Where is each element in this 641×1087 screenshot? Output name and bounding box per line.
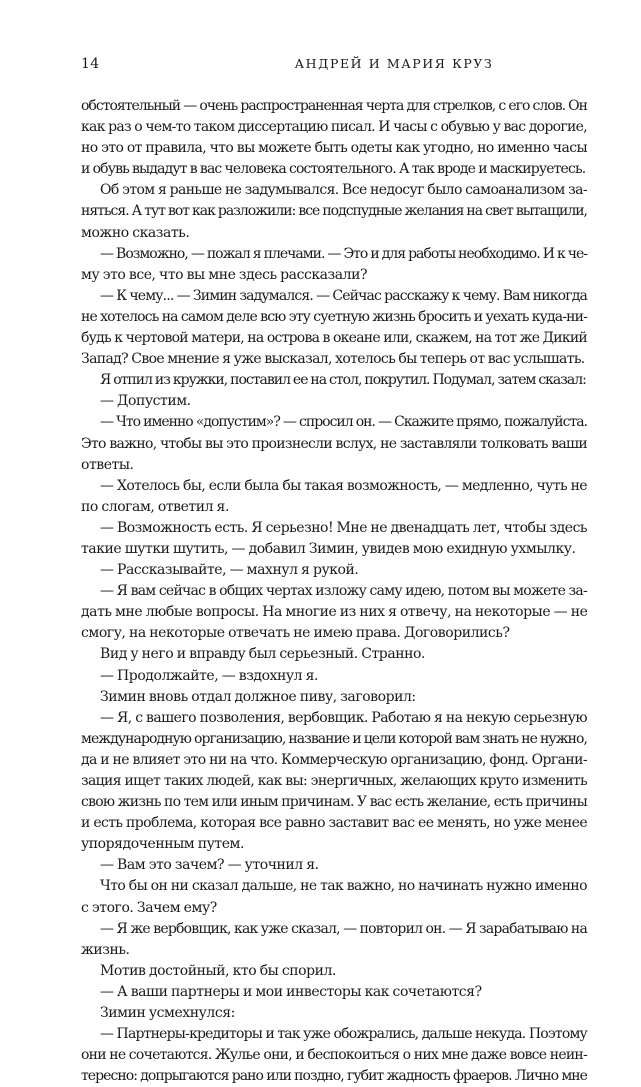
text-line: — Я же вербовщик, как уже сказал, — повторил он. — Я зарабатываю на bbox=[100, 920, 587, 937]
text-line: зация ищет таких людей, как вы: энергичных, желающих круто изменить bbox=[81, 773, 587, 789]
text-line: международную организацию, название и цели которой вам знать не нужно, bbox=[81, 730, 587, 747]
text-line: свою жизнь по тем или иным причинам. У вас есть желание, есть причины bbox=[81, 794, 587, 811]
text-line: да и не влияет это ни на что. Коммерческую организацию, фонд. Органи- bbox=[81, 751, 587, 768]
text-line: они не сочетаются. Жулье они, и беспокоиться о них мне даже вовсе неин- bbox=[81, 1047, 587, 1064]
text-line: как раз о чем-то таком диссертацию писал. И часы с обувью у вас дорогие, bbox=[81, 119, 587, 136]
text-line: Мотив достойный, кто бы спорил. bbox=[100, 962, 336, 979]
text-line: — Рассказывайте, — махнул я рукой. bbox=[100, 562, 359, 579]
text-line: такие шутки шутить, — добавил Зимин, увидев мою ехидную ухмылку. bbox=[81, 540, 576, 557]
text-line: жизнь. bbox=[81, 941, 130, 958]
text-line: тересно: допрыгаются рано или поздно, губит жадность фраеров. Лично мне bbox=[81, 1068, 587, 1085]
text-line: — Вам это зачем? — уточнил я. bbox=[100, 857, 319, 874]
page-header bbox=[81, 56, 587, 78]
text-line: няться. А тут вот как разложили: все подспудные желания на свет вытащили, bbox=[81, 203, 587, 220]
text-line: — Хотелось бы, если была бы такая возможность, — медленно, чуть не bbox=[100, 477, 587, 494]
text-line: Что бы он ни сказал дальше, не так важно, но начинать нужно именно bbox=[100, 878, 587, 895]
page-number: 14 bbox=[81, 56, 100, 72]
text-line: смогу, на некоторые отвечать не имею права. Договорились? bbox=[81, 625, 510, 642]
text-line: но это от правила, что вы можете быть одеты как угодно, но именно часы bbox=[81, 140, 587, 157]
text-line: Об этом я раньше не задумывался. Все недосуг было самоанализом за- bbox=[100, 182, 587, 199]
text-line: Я отпил из кружки, поставил ее на стол, покрутил. Подумал, затем сказал: bbox=[100, 372, 586, 389]
text-line: с этого. Зачем ему? bbox=[81, 899, 217, 916]
text-line: Зимин вновь отдал должное пиву, заговорил: bbox=[100, 688, 416, 705]
text-line: и есть проблема, которая все равно заставит вас ее менять, но уже менее bbox=[81, 815, 587, 832]
text-line: — А ваши партнеры и мои инвесторы как сочетаются? bbox=[100, 983, 482, 1000]
text-line: Вид у него и вправду был серьезный. Странно. bbox=[100, 646, 425, 663]
text-line: дать мне любые вопросы. На многие из них я отвечу, на некоторые — не bbox=[81, 604, 588, 621]
text-line: — Я вам сейчас в общих чертах изложу саму идею, потом вы можете за- bbox=[100, 583, 587, 600]
text-line: Зимин усмехнулся: bbox=[100, 1005, 235, 1022]
text-line: ответы. bbox=[81, 456, 134, 473]
text-line: Это важно, чтобы вы это произнесли вслух, не заставляли толковать ваши bbox=[81, 435, 587, 452]
text-line: не хотелось на самом деле всю эту суетную жизнь бросить и уехать куда-ни- bbox=[81, 308, 587, 325]
text-line: можно сказать. bbox=[81, 224, 190, 241]
text-line: — Продолжайте, — вздохнул я. bbox=[100, 667, 318, 684]
text-line: будь к чертовой матери, на острова в океане или, скажем, на тот же Дикий bbox=[81, 330, 587, 347]
text-line: — К чему... — Зимин задумался. — Сейчас расскажу к чему. Вам никогда bbox=[100, 287, 587, 304]
text-line: му это все, что вы мне здесь рассказали? bbox=[81, 266, 368, 283]
text-line: и обувь выдадут в вас человека состоятельного. А так вроде и маскируетесь. bbox=[81, 161, 586, 178]
body-text bbox=[81, 96, 587, 1087]
text-line: Запад? Свое мнение я уже высказал, хотелось бы теперь от вас услышать. bbox=[81, 351, 585, 368]
text-line: — Возможно, — пожал я плечами. — Это и для работы необходимо. И к че- bbox=[100, 245, 587, 262]
text-line: — Возможность есть. Я серьезно! Мне не двенадцать лет, чтобы здесь bbox=[100, 519, 588, 536]
text-line: обстоятельный — очень распространенная черта для стрелков, с его слов. Он bbox=[81, 98, 587, 114]
text-line: — Я, с вашего позволения, вербовщик. Работаю я на некую серьезную bbox=[100, 709, 587, 726]
running-head: АНДРЕЙ И МАРИЯ КРУЗ bbox=[294, 56, 494, 71]
text-line: по слогам, ответил я. bbox=[81, 498, 229, 515]
text-line: — Партнеры-кредиторы и так уже обожрались, дальше некуда. Поэтому bbox=[100, 1026, 587, 1043]
text-line: — Допустим. bbox=[100, 393, 191, 410]
text-line: упорядоченным путем. bbox=[81, 836, 244, 853]
text-line: — Что именно «допустим»? — спросил он. — Скажите прямо, пожалуйста. bbox=[100, 414, 587, 431]
